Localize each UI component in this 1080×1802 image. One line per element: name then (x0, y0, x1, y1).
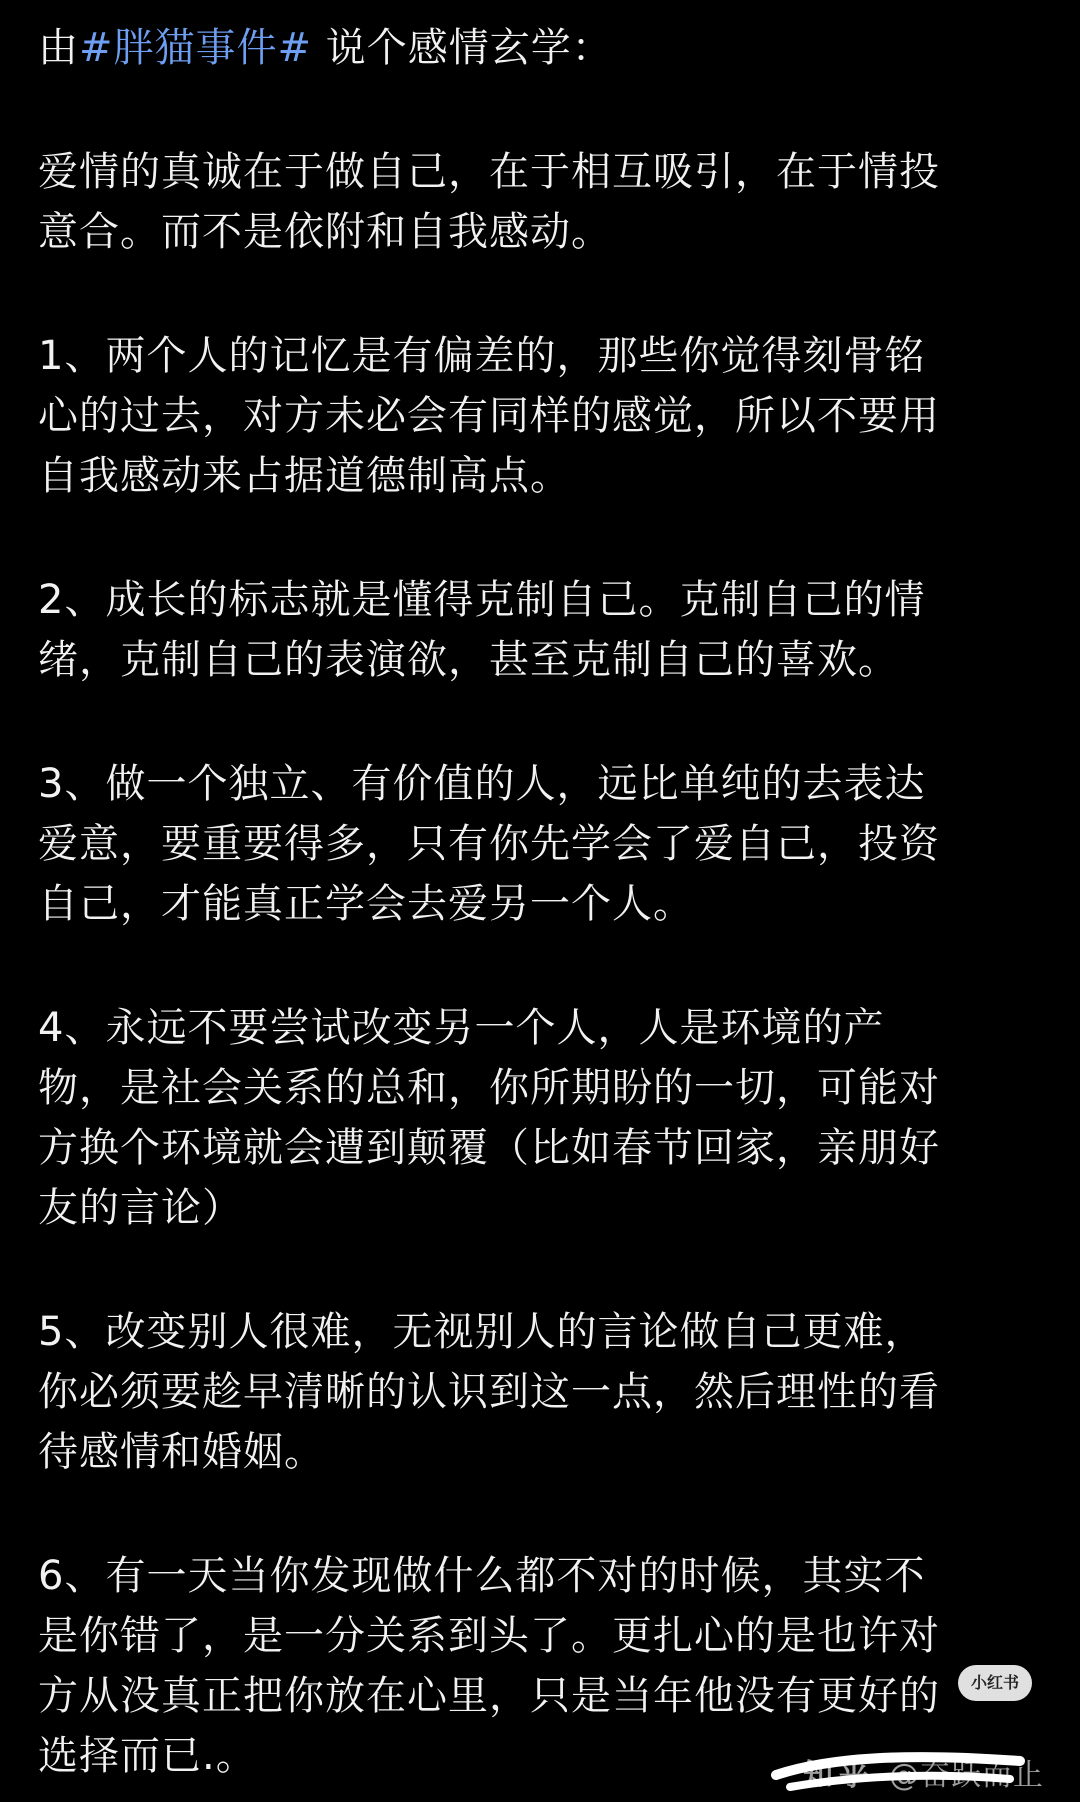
text-line: 物，是社会关系的总和，你所期盼的一切，可能对 (38, 1065, 940, 1111)
paragraph-gap (38, 1482, 1048, 1546)
text-line: 2、成长的标志就是懂得克制自己。克制自己的情 (38, 577, 926, 623)
text-line: 心的过去，对方未必会有同样的感觉，所以不要用 (38, 393, 940, 439)
text-line: 5、改变别人很难，无视别人的言论做自己更难， (38, 1309, 926, 1355)
paragraph-gap (38, 934, 1048, 998)
text-line: 方从没真正把你放在心里，只是当年他没有更好的 (38, 1673, 940, 1719)
text-line: 6、有一天当你发现做什么都不对的时候，其实不 (38, 1553, 926, 1599)
xiaohongshu-badge: 小红书 (958, 1665, 1032, 1701)
text-line: 4、永远不要尝试改变另一个人，人是环境的产 (38, 1005, 885, 1051)
paragraph-3 (38, 754, 1048, 934)
text-line: 待感情和婚姻。 (38, 1429, 325, 1475)
text-line: 意合。而不是依附和自我感动。 (38, 209, 612, 255)
paragraph-1 (38, 326, 1048, 506)
text-line: 爱意，要重要得多，只有你先学会了爱自己，投资 (38, 821, 940, 867)
paragraph-5 (38, 1302, 1048, 1482)
text-line: 1、两个人的记忆是有偏差的，那些你觉得刻骨铭 (38, 333, 926, 379)
text-line: 友的言论） (38, 1185, 243, 1231)
post-content (38, 18, 1048, 1786)
text-line: 3、做一个独立、有价值的人，远比单纯的去表达 (38, 761, 926, 807)
text-line: 方换个环境就会遭到颠覆（比如春节回家，亲朋好 (38, 1125, 940, 1171)
zhihu-logo: 知乎 (803, 1758, 875, 1793)
paragraph-gap (38, 690, 1048, 754)
text-line: 爱情的真诚在于做自己，在于相互吸引，在于情投 (38, 149, 940, 195)
text-line: 选择而已.。 (38, 1733, 257, 1779)
intro-suffix: 说个感情玄学： (312, 25, 613, 71)
paragraph-gap (38, 262, 1048, 326)
watermark-author: @奋跃而止 (889, 1758, 1044, 1793)
hashtag-link[interactable]: #胖猫事件# (79, 25, 313, 71)
paragraph-gap (38, 78, 1048, 142)
paragraph-gap (38, 1238, 1048, 1302)
text-line: 是你错了，是一分关系到头了。更扎心的是也许对 (38, 1613, 940, 1659)
zhihu-watermark (803, 1750, 1044, 1794)
post-intro (38, 18, 1048, 78)
paragraph-gap (38, 506, 1048, 570)
paragraph-2 (38, 570, 1048, 690)
paragraph-4 (38, 998, 1048, 1238)
text-line: 自我感动来占据道德制高点。 (38, 453, 571, 499)
text-line: 你必须要趁早清晰的认识到这一点，然后理性的看 (38, 1369, 940, 1415)
text-line: 自己，才能真正学会去爱另一个人。 (38, 881, 694, 927)
paragraph-0 (38, 142, 1048, 262)
text-line: 绪，克制自己的表演欲，甚至克制自己的喜欢。 (38, 637, 899, 683)
intro-prefix: 由 (38, 25, 79, 71)
